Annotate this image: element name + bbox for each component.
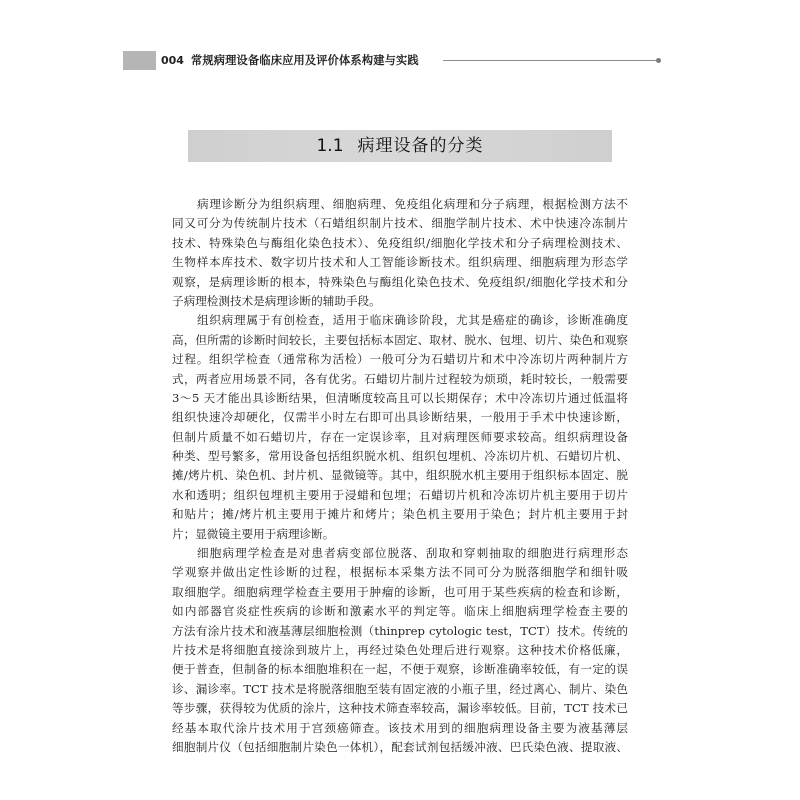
paragraph-1 <box>172 195 628 311</box>
text-line: 3～5 天才能出具诊断结果，但清晰度较高且可以长期保存；术中冷冻切片通过低温将 <box>172 390 628 405</box>
text-line: 方法有涂片技术和液基薄层细胞检测（thinprep cytologic test，TCT）技术。传统的 <box>172 623 628 638</box>
page-number: 004 <box>161 54 184 67</box>
text-line: 式，两者应用场景不同，各有优劣。石蜡切片制片过程较为烦琐，耗时较长，一般需要 <box>172 371 628 386</box>
text-line: 和贴片；摊/烤片机主要用于摊片和烤片；染色机主要用于染色；封片机主要用于封 <box>172 507 628 522</box>
text-line: 细胞病理学检查是对患者病变部位脱落、刮取和穿刺抽取的细胞进行病理形态 <box>197 546 628 561</box>
text-line: 如内部器官炎症性疾病的诊断和激素水平的判定等。临床上细胞病理学检查主要的 <box>172 604 628 619</box>
text-line: 组织快速冷却硬化，仅需半小时左右即可出具诊断结果，一般用于手术中快速诊断， <box>172 410 628 425</box>
body-text <box>172 195 628 757</box>
text-line: 技术、特殊染色与酶组化染色技术）、免疫组织/细胞化学技术和分子病理检测技术、 <box>172 235 628 250</box>
text-line: 生物样本库技术、数字切片技术和人工智能诊断技术。组织病理、细胞病理为形态学 <box>172 255 628 270</box>
paragraph-3 <box>172 544 628 757</box>
book-title: 常规病理设备临床应用及评价体系构建与实践 <box>191 54 419 67</box>
text-line: 摊/烤片机、染色机、封片机、显微镜等。其中，组织脱水机主要用于组织标本固定、脱 <box>172 468 628 483</box>
text-line: 便于普查，但制备的标本细胞堆积在一起，不便于观察，诊断准确率较低，有一定的误 <box>172 662 628 677</box>
text-line: 子病理检测技术是病理诊断的辅助手段。 <box>172 293 381 308</box>
header-rule <box>443 60 657 61</box>
text-line: 等步骤，获得较为优质的涂片，这种技术筛查率较高，漏诊率较低。目前，TCT 技术已 <box>172 701 628 716</box>
text-line: 但制片质量不如石蜡切片，存在一定误诊率，且对病理医师要求较高。组织病理设备 <box>172 429 628 444</box>
text-line: 观察，是病理诊断的根本，特殊染色与酶组化染色技术、免疫组织/细胞化学技术和分 <box>172 274 628 289</box>
text-line: 病理诊断分为组织病理、细胞病理、免疫组化病理和分子病理，根据检测方法不 <box>197 197 628 211</box>
paragraph-2 <box>172 311 628 544</box>
text-line: 取细胞学。细胞病理学检查主要用于肿瘤的诊断，也可用于某些疾病的检查和诊断， <box>172 584 628 599</box>
section-heading <box>188 130 612 162</box>
text-line: 过程。组织学检查（通常称为活检）一般可分为石蜡切片和术中冷冻切片两种制片方 <box>172 352 628 367</box>
section-number: 1.1 <box>316 136 344 156</box>
text-line: 细胞制片仪（包括细胞制片染色一体机），配套试剂包括缓冲液、巴氏染色液、提取液、 <box>172 739 628 754</box>
section-title: 病理设备的分类 <box>357 136 484 156</box>
text-line: 同又可分为传统制片技术（石蜡组织制片技术、细胞学制片技术、术中快速冷冻制片 <box>172 216 628 231</box>
text-line: 种类、型号繁多，常用设备包括组织脱水机、组织包埋机、冷冻切片机、石蜡切片机、 <box>172 449 628 464</box>
header-rule-dot <box>656 58 661 63</box>
text-line: 组织病理属于有创检查，适用于临床确诊阶段，尤其是癌症的确诊，诊断准确度 <box>197 313 628 328</box>
text-line: 片技术是将细胞直接涂到玻片上，再经过染色处理后进行观察。这种技术价格低廉， <box>172 642 628 657</box>
text-line: 学观察并做出定性诊断的过程，根据标本采集方法不同可分为脱落细胞学和细针吸 <box>172 565 628 580</box>
text-line: 经基本取代涂片技术用于宫颈癌筛查。该技术用到的细胞病理设备主要为液基薄层 <box>172 720 628 735</box>
header-bar <box>123 51 156 70</box>
text-line: 高，但所需的诊断时间较长，主要包括标本固定、取材、脱水、包埋、切片、染色和观察 <box>172 332 628 347</box>
text-line: 片；显微镜主要用于病理诊断。 <box>172 526 335 541</box>
text-line: 水和透明；组织包埋机主要用于浸蜡和包埋；石蜡切片机和冷冻切片机主要用于切片 <box>172 487 628 502</box>
text-line: 诊、漏诊率。TCT 技术是将脱落细胞至装有固定液的小瓶子里，经过离心、制片、染色 <box>172 681 628 696</box>
